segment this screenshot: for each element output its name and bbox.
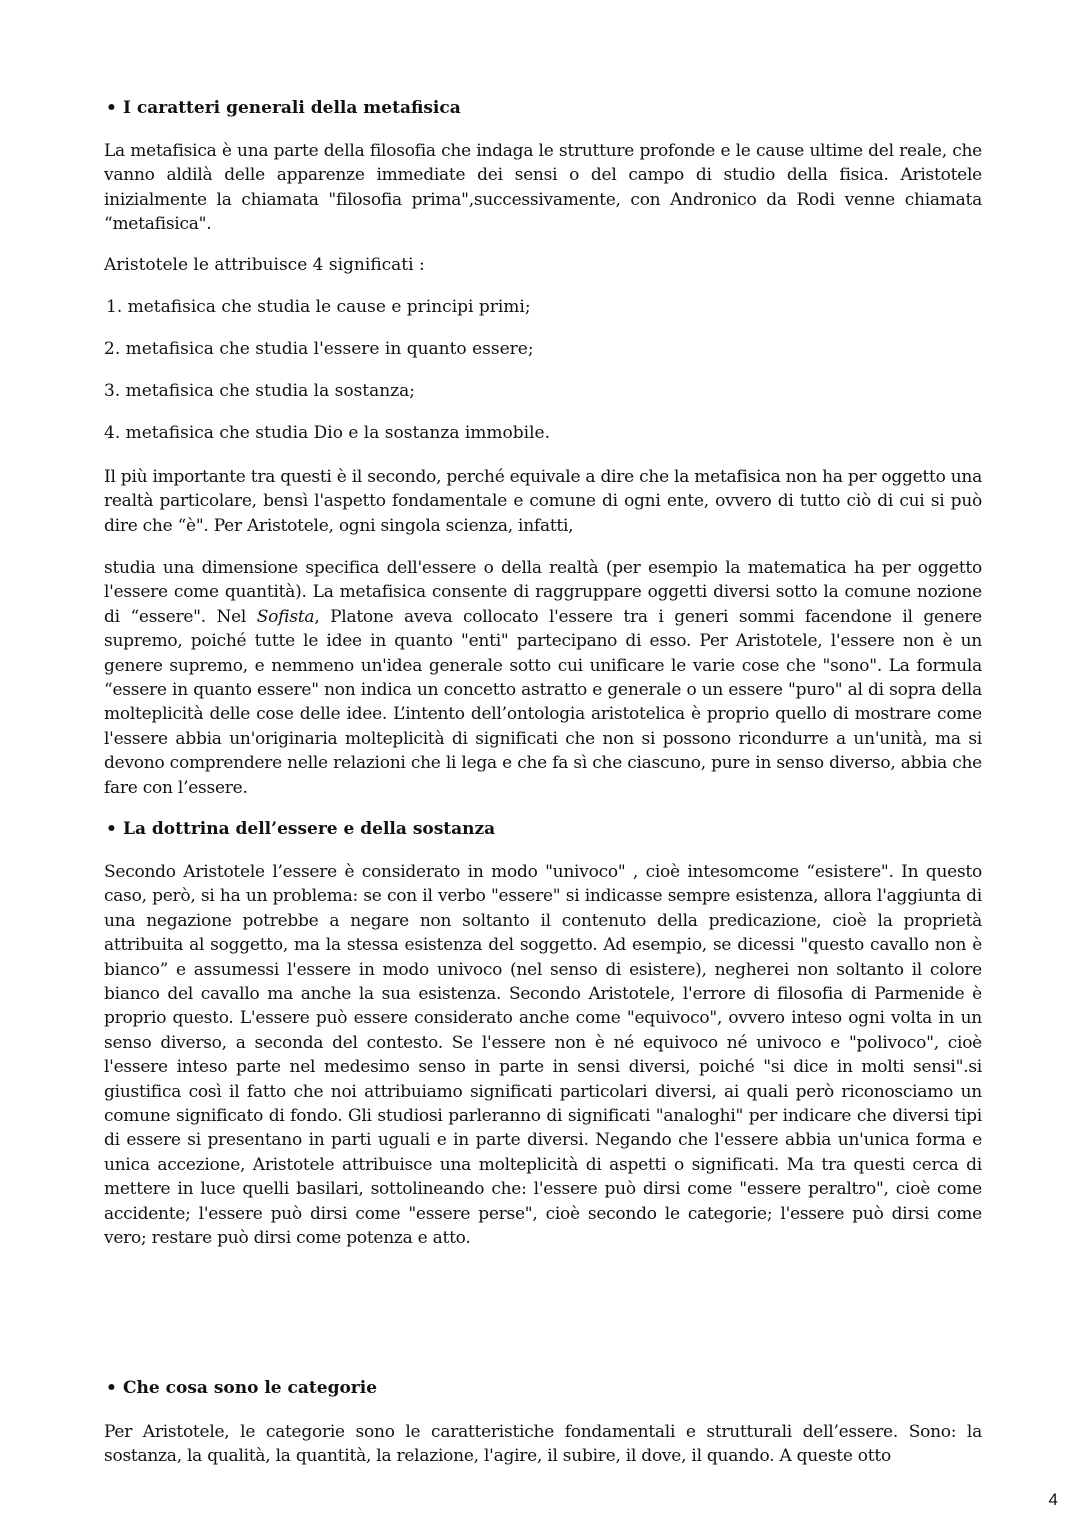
list-item-1: 1. metafisica che studia le cause e principi primi; xyxy=(106,297,531,317)
paragraph-categorie: Per Aristotele, le categorie sono le caratteristiche fondamentali e strutturali dell’essere. Sono: la sostanza, la qualità, la quantità, la relazione, l'agire, il subire, il dove, il quando. A queste otto xyxy=(104,1422,982,1467)
bullet-icon: • xyxy=(106,819,117,839)
list-item-2: 2. metafisica che studia l'essere in quanto essere; xyxy=(104,339,534,359)
list-item-4: 4. metafisica che studia Dio e la sostanza immobile. xyxy=(104,423,551,443)
italic-title-sofista: Sofista xyxy=(256,606,315,627)
paragraph-text: studia una dimensione specifica dell'essere o della realtà (per esempio la matematica ha per oggetto l'essere come quantità). La metafisica consente di raggruppare oggetti diversi sotto la comune nozione di “essere". Nel xyxy=(104,558,982,627)
page-number: 4 xyxy=(1048,1490,1058,1509)
section-heading-text: I caratteri generali della metafisica xyxy=(123,98,461,118)
bullet-icon: • xyxy=(106,98,117,118)
section-heading-dottrina xyxy=(106,819,495,839)
paragraph-secondo-significato: Il più importante tra questi è il secondo, perché equivale a dire che la metafisica non ha per oggetto una realtà particolare, bensì l'aspetto fondamentale e comune di ogni ente, ovvero di tutto ciò di cui si può dire che “è". Per Aristotele, ogni singola scienza, infatti, xyxy=(104,467,983,536)
section-heading-categorie xyxy=(106,1378,377,1398)
paragraph-essere-molteplicita xyxy=(104,556,982,800)
paragraph-metafisica-intro: La metafisica è una parte della filosofia che indaga le strutture profonde e le cause ultime del reale, che vanno aldilà delle apparenze immediate dei sensi o del campo di studio della fisica. Aristotele inizialmente la chiamata "filosofia prima",successivamente, con Andronico da Rodi venne chiamata “metafisica". xyxy=(104,141,982,235)
section-heading-metafisica xyxy=(106,98,461,118)
bullet-icon: • xyxy=(106,1378,117,1398)
paragraph-dottrina-essere: Secondo Aristotele l’essere è considerato in modo "univoco" , cioè intesomcome “esistere". In questo caso, però, si ha un problema: se con il verbo "essere" si indicasse sempre esistenza, allora l'aggiunta di una negazione potrebbe a negare non soltanto il contenuto della predicazione, cioè la proprietà attribuita al soggetto, ma la stessa esistenza del soggetto. Ad esempio, se dicessi "questo cavallo non è bianco” e assumessi l'essere in modo univoco (nel senso di esistere), negherei non soltanto il colore bianco del cavallo ma anche la sua esistenza. Secondo Aristotele, l'errore di filosofia di Parmenide è proprio questo. L'essere può essere considerato anche come "equivoco", ovvero inteso ogni volta in un senso diverso, a seconda del contesto. Se l'essere non è né equivoco né univoco e "polivoco", cioè l'essere inteso parte nel medesimo senso in parte in sensi diversi, poiché "si dice in molti sensi".si giustifica così il fatto che noi attribuiamo significati particolari diversi, ai quali però riconosciamo un comune significato di fondo. Gli studiosi parleranno di significati "analoghi" per indicare che diversi tipi di essere si presentano in parti uguali e in parte diversi. Negando che l'essere abbia un'unica forma e unica accezione, Aristotele attribuisce una molteplicità di aspetti o significati. Ma tra questi cerca di mettere in luce quelli basilari, sottolineando che: l'essere può dirsi come "essere peraltro", cioè come accidente; l'essere può dirsi come "essere perse", cioè secondo le categorie; l'essere può dirsi come vero; restare può dirsi come potenza e atto. xyxy=(104,862,982,1249)
paragraph-text: , Platone aveva collocato l'essere tra i generi sommi facendone il genere supremo, poiché tutte le idee in quanto "enti" partecipano di esso. Per Aristotele, l'essere non è un genere supremo, e nemmeno un'idea generale sotto cui unificare le varie cose che "sono". La formula “essere in quanto essere" non indica un concetto astratto e generale o un essere "puro" al di sopra della molteplicità delle cose delle idee. L’intento dell’ontologia aristotelica è proprio quello di mostrare come l'essere abbia un'originaria molteplicità di significati che non si possono ricondurre a un'unità, ma si devono comprendere nelle relazioni che li lega e che fa sì che ciascuno, pure in senso diverso, abbia che fare con l’essere. xyxy=(104,606,982,798)
significati-intro-line: Aristotele le attribuisce 4 significati : xyxy=(104,255,425,275)
section-heading-text: Che cosa sono le categorie xyxy=(123,1378,378,1398)
list-item-3: 3. metafisica che studia la sostanza; xyxy=(104,381,416,401)
section-heading-text: La dottrina dell’essere e della sostanza xyxy=(123,819,496,839)
